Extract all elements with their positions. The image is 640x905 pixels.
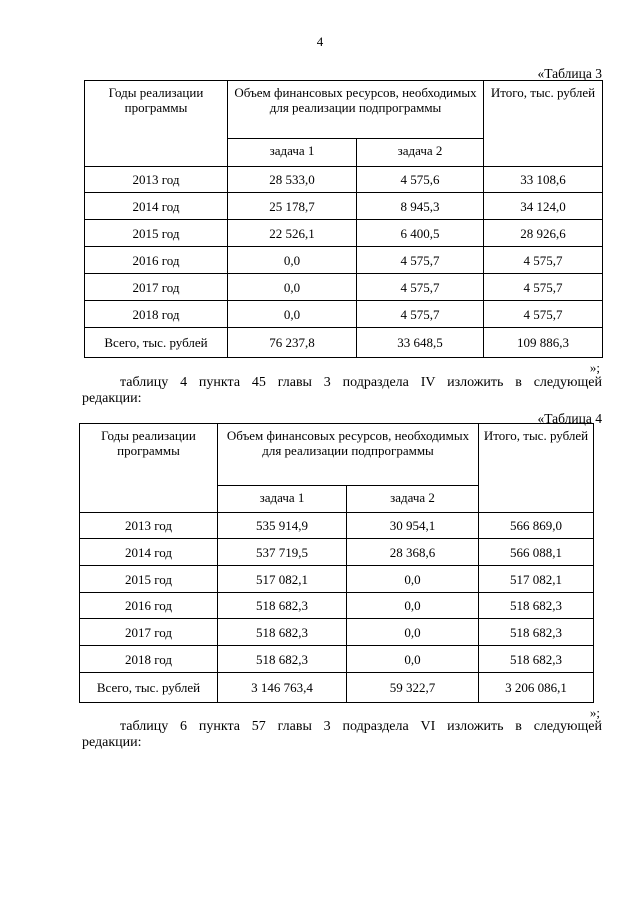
table-row <box>85 247 603 274</box>
table3-year: 2015 год <box>85 220 228 247</box>
table3-task2-value: 4 575,7 <box>357 247 484 274</box>
table4-caption: «Таблица 4 <box>537 411 602 426</box>
table4-total-value: 517 082,1 <box>479 566 594 593</box>
table-row <box>85 193 603 220</box>
table4-task1-value: 537 719,5 <box>218 539 347 566</box>
table-row <box>80 566 594 593</box>
paragraph-table6-intro <box>82 719 602 751</box>
table4-total-value: 566 869,0 <box>479 513 594 539</box>
table4-closing-quote: »; <box>589 705 600 720</box>
table3-task2-value: 4 575,7 <box>357 301 484 328</box>
table3-task2-value: 8 945,3 <box>357 193 484 220</box>
table3-total-value: 4 575,7 <box>484 301 603 328</box>
table3-total-value: 28 926,6 <box>484 220 603 247</box>
table4-total-value: 518 682,3 <box>479 593 594 619</box>
table4-task1-value: 518 682,3 <box>218 619 347 646</box>
table4-header-volume: Объем финансовых ресурсов, необходимых для реализации подпрограммы <box>218 424 479 486</box>
table3-header-years: Годы реализации программы <box>85 81 228 167</box>
table4-task2-value: 0,0 <box>347 646 479 673</box>
table4-task2-value: 30 954,1 <box>347 513 479 539</box>
table3-task2-value: 4 575,6 <box>357 167 484 193</box>
table4-task1-value: 535 914,9 <box>218 513 347 539</box>
table3 <box>84 80 603 358</box>
table4-total-value: 3 206 086,1 <box>479 673 594 703</box>
table-row <box>85 167 603 193</box>
table4-task1-value: 518 682,3 <box>218 646 347 673</box>
table-row <box>80 619 594 646</box>
table3-task1-value: 22 526,1 <box>228 220 357 247</box>
table4-year: 2017 год <box>80 619 218 646</box>
paragraph-table4-intro <box>82 375 602 407</box>
table3-year: 2018 год <box>85 301 228 328</box>
table4-header-task2: задача 2 <box>347 486 479 513</box>
table3-year: 2013 год <box>85 167 228 193</box>
paragraph-line: таблицу 4 пункта 45 главы 3 подраздела IV изложить в следующей <box>120 375 602 390</box>
paragraph-line: редакции: <box>82 735 142 750</box>
table4-task1-value: 518 682,3 <box>218 593 347 619</box>
table3-total-value: 33 108,6 <box>484 167 603 193</box>
table-row <box>80 593 594 619</box>
table3-task1-value: 25 178,7 <box>228 193 357 220</box>
table3-year: 2017 год <box>85 274 228 301</box>
table3-year: 2016 год <box>85 247 228 274</box>
table3-total-value: 109 886,3 <box>484 328 603 358</box>
table3-header-task2: задача 2 <box>357 139 484 167</box>
table-row <box>85 220 603 247</box>
table3-task1-value: 0,0 <box>228 247 357 274</box>
table4-year: Всего, тыс. рублей <box>80 673 218 703</box>
table-row <box>80 539 594 566</box>
table4-task2-value: 0,0 <box>347 619 479 646</box>
table3-task2-value: 4 575,7 <box>357 274 484 301</box>
table-row <box>85 274 603 301</box>
table4-year: 2015 год <box>80 566 218 593</box>
table4-task2-value: 0,0 <box>347 593 479 619</box>
table-row <box>80 673 594 703</box>
table4-task2-value: 28 368,6 <box>347 539 479 566</box>
table3-year: Всего, тыс. рублей <box>85 328 228 358</box>
table3-header-volume: Объем финансовых ресурсов, необходимых для реализации подпрограммы <box>228 81 484 139</box>
table3-year: 2014 год <box>85 193 228 220</box>
table3-total-value: 4 575,7 <box>484 247 603 274</box>
table4-year: 2013 год <box>80 513 218 539</box>
paragraph-line: редакции: <box>82 391 142 406</box>
table3-task1-value: 0,0 <box>228 301 357 328</box>
table3-task1-value: 28 533,0 <box>228 167 357 193</box>
table3-header-total: Итого, тыс. рублей <box>484 81 603 167</box>
table-row <box>80 646 594 673</box>
paragraph-line: таблицу 6 пункта 57 главы 3 подраздела VI изложить в следующей <box>120 719 602 734</box>
table4-header-task1: задача 1 <box>218 486 347 513</box>
table3-task2-value: 6 400,5 <box>357 220 484 247</box>
table3-task2-value: 33 648,5 <box>357 328 484 358</box>
table4-task2-value: 59 322,7 <box>347 673 479 703</box>
table4-total-value: 518 682,3 <box>479 619 594 646</box>
table-row <box>85 301 603 328</box>
page-number: 4 <box>316 34 324 49</box>
table-row <box>85 328 603 358</box>
table3-task1-value: 76 237,8 <box>228 328 357 358</box>
table4-total-value: 566 088,1 <box>479 539 594 566</box>
table4-header-total: Итого, тыс. рублей <box>479 424 594 513</box>
table4-task2-value: 0,0 <box>347 566 479 593</box>
table-row <box>80 513 594 539</box>
table4-header-years: Годы реализации программы <box>80 424 218 513</box>
table3-header-task1: задача 1 <box>228 139 357 167</box>
table3-closing-quote: »; <box>589 360 600 375</box>
table3-total-value: 34 124,0 <box>484 193 603 220</box>
table3-total-value: 4 575,7 <box>484 274 603 301</box>
table4-task1-value: 517 082,1 <box>218 566 347 593</box>
table4-year: 2018 год <box>80 646 218 673</box>
table3-caption: «Таблица 3 <box>537 66 602 81</box>
table4-year: 2014 год <box>80 539 218 566</box>
table3-task1-value: 0,0 <box>228 274 357 301</box>
table4-year: 2016 год <box>80 593 218 619</box>
table4-task1-value: 3 146 763,4 <box>218 673 347 703</box>
table4 <box>79 423 594 703</box>
table4-total-value: 518 682,3 <box>479 646 594 673</box>
